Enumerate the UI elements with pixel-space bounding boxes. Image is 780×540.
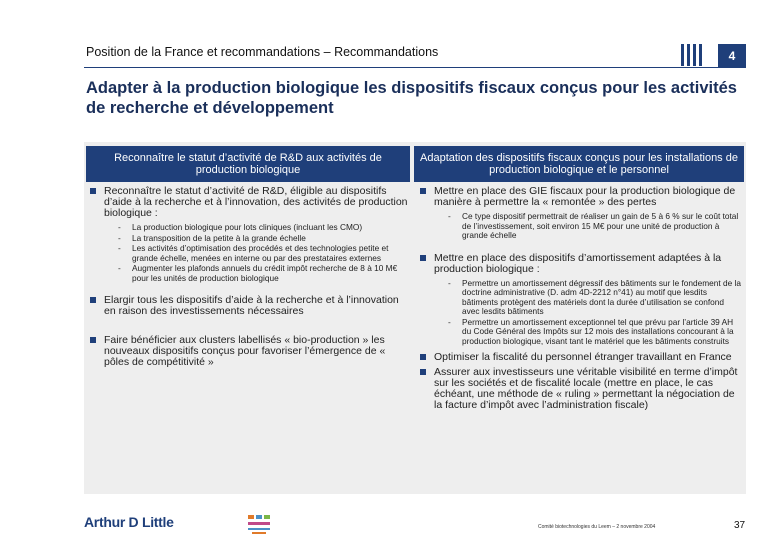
- left-subitem: - La production biologique pour lots cliniques (incluant les CMO): [118, 223, 408, 233]
- left-column: [88, 186, 408, 372]
- slide-title: Adapter à la production biologique les dispositifs fiscaux conçus pour les activités de recherche et développement: [86, 79, 737, 117]
- right-subitem: - Permettre un amortissement dégressif des bâtiments sur le fondement de la doctrine administrative (D. adm 4D-2212 n°41) au motif que lesdits bâtiments protègent des matériels dont la durée d’utilisation se confond avec lesdits bâtiments: [448, 279, 742, 317]
- header-divider: [84, 67, 746, 68]
- left-subitem: - Les activités d’optimisation des procédés et des technologies petite et grande échelle, menées en interne ou par des prestataires externes: [118, 244, 408, 263]
- right-bullet-1: Mettre en place des GIE fiscaux pour la production biologique de manière à permettre la « remontée » des pertes: [418, 186, 742, 208]
- right-bullet-4: Assurer aux investisseurs une véritable visibilité en terme d’impôt sur les sociétés et de fiscalité locale (mettre en place, le cas échéant, une méthode de « ruling » permettant la négociation de la facture d’impôt avec l’administration fiscale): [418, 367, 742, 411]
- page-number: 37: [734, 520, 746, 531]
- right-column: [418, 186, 742, 415]
- footer-note: Comité biotechnologies du Leem – 2 novembre 2004: [538, 524, 656, 530]
- right-subitem: - Ce type dispositif permettrait de réaliser un gain de 5 à 6 % sur le coût total de l’investissement, soit environ 15 M€ pour une unité de production à grande échelle: [448, 212, 742, 241]
- left-bullet-1: Reconnaître le statut d’activité de R&D, éligible au dispositifs d’aide à la recherche et à l’innovation, des activités de production biologique :: [88, 186, 408, 219]
- left-subitem: - La transposition de la petite à la grande échelle: [118, 234, 408, 244]
- left-bullet-3: Faire bénéficier aux clusters labellisés « bio-production » les nouveaux dispositifs conçus pour favoriser l’émergence de « pôles de compétitivité »: [88, 335, 408, 368]
- right-bullet-1-subitems: [448, 212, 742, 241]
- right-bullet-2: Mettre en place des dispositifs d’amortissement adaptées à la production biologique :: [418, 253, 742, 275]
- right-bullet-3: Optimiser la fiscalité du personnel étranger travaillant en France: [418, 352, 742, 363]
- header-bars-decoration: [681, 44, 702, 66]
- section-badge: 4: [718, 44, 746, 67]
- right-bullet-2-subitems: [448, 279, 742, 347]
- left-column-heading: Reconnaître le statut d’activité de R&D aux activités de production biologique: [86, 146, 410, 182]
- leem-logo-icon: [246, 513, 272, 535]
- left-subitem: - Augmenter les plafonds annuels du crédit impôt recherche de 8 à 10 M€ pour les unités de production biologique: [118, 264, 408, 283]
- left-bullet-1-subitems: [118, 223, 408, 283]
- header-title-separator: –: [320, 45, 335, 59]
- arthur-d-little-logo: Arthur D Little: [84, 514, 174, 530]
- right-subitem: - Permettre un amortissement exceptionnel tel que prévu par l’article 39 AH du Code Général des Impôts sur 12 mois des installations concourant à la production biologique, visant tant le matériel que les bâtiments construits: [448, 318, 742, 347]
- left-bullet-2: Elargir tous les dispositifs d’aide à la recherche et à l’innovation en raison des investissements nécessaires: [88, 295, 408, 317]
- right-column-heading: Adaptation des dispositifs fiscaux conçus pour les installations de production biologique et le personnel: [414, 146, 744, 182]
- header-title: [86, 45, 438, 59]
- header-title-main: Position de la France et recommandations: [86, 45, 321, 59]
- header-title-section: Recommandations: [334, 45, 439, 59]
